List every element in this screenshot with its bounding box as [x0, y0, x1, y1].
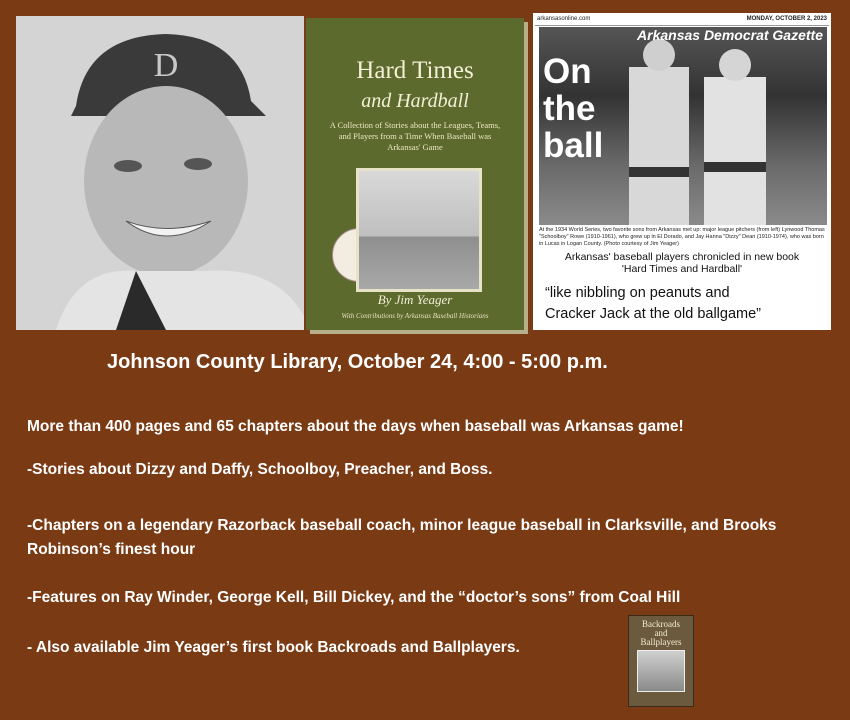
book-subtitle: A Collection of Stories about the Leagues, Teams, and Players from a Time When Baseball was Arkansas' Game — [329, 120, 501, 152]
book-title-line2: and Hardball — [361, 90, 469, 112]
newspaper-big-headline — [543, 53, 603, 164]
description-line-1: More than 400 pages and 65 chapters about the days when baseball was Arkansas game! — [27, 418, 684, 435]
player-portrait-photo — [16, 16, 304, 330]
description-line-3: -Chapters on a legendary Razorback baseball coach, minor league baseball in Clarksville, and Brooks Robinson’s finest hour — [27, 517, 777, 558]
newspaper-clipping — [533, 13, 831, 330]
book-contributions: With Contributions by Arkansas Baseball Historians — [341, 312, 489, 320]
mini-book-photo — [637, 650, 685, 692]
svg-text:D: D — [153, 47, 179, 84]
newspaper-headline — [539, 251, 825, 275]
big-headline-line2: the — [543, 89, 596, 128]
backroads-and-ballplayers-cover — [628, 615, 694, 707]
review-quote — [545, 283, 761, 325]
portrait-illustration — [16, 16, 304, 330]
big-headline-line3: ball — [543, 126, 604, 165]
description-line-5: - Also available Jim Yeager’s first book Backroads and Ballplayers. — [27, 639, 520, 656]
newspaper-date: MONDAY, OCTOBER 2, 2023 — [746, 16, 827, 22]
newspaper-headline-line1: Arkansas' baseball players chronicled in new book — [564, 251, 800, 263]
description-line-4: -Features on Ray Winder, George Kell, Bill Dickey, and the “doctor’s sons” from Coal Hill — [27, 589, 681, 606]
review-quote-line2: Cracker Jack at the old ballgame” — [545, 306, 761, 322]
newspaper-site: arkansasonline.com — [537, 16, 591, 22]
big-headline-line1: On — [543, 52, 592, 91]
newspaper-name: Arkansas Democrat Gazette — [637, 27, 823, 43]
book-title — [306, 56, 524, 116]
mini-title-line1: Backroads — [642, 619, 680, 629]
newspaper-caption: At the 1934 World Series, two favorite sons from Arkansas met up: major league pitchers (from left) Lynwood Thomas "Schoolboy" Rowe (1910-1961), who grew up in El Dorado, and Jay Hanna "Dizzy" Dean (1910-1974), who was born in Lucas in Logan County. (Photo courtesy of Jim Yeager) — [539, 227, 825, 247]
event-details: Johnson County Library, October 24, 4:00 - 5:00 p.m. — [107, 351, 608, 373]
book-cover-photo — [356, 168, 482, 292]
mini-title-line3: Ballplayers — [640, 637, 682, 647]
book-title-line1: Hard Times — [356, 57, 474, 84]
newspaper-headline-line2: 'Hard Times and Hardball' — [621, 263, 743, 275]
description-line-2: -Stories about Dizzy and Daffy, Schoolboy, Preacher, and Boss. — [27, 461, 493, 478]
book-cover-hard-times-and-hardball — [306, 18, 524, 330]
mini-book-title — [629, 620, 693, 647]
review-quote-line1: “like nibbling on peanuts and — [545, 285, 730, 301]
mini-title-line2: and — [654, 628, 668, 638]
book-author: By Jim Yeager — [377, 292, 453, 307]
newspaper-topline — [535, 15, 829, 26]
